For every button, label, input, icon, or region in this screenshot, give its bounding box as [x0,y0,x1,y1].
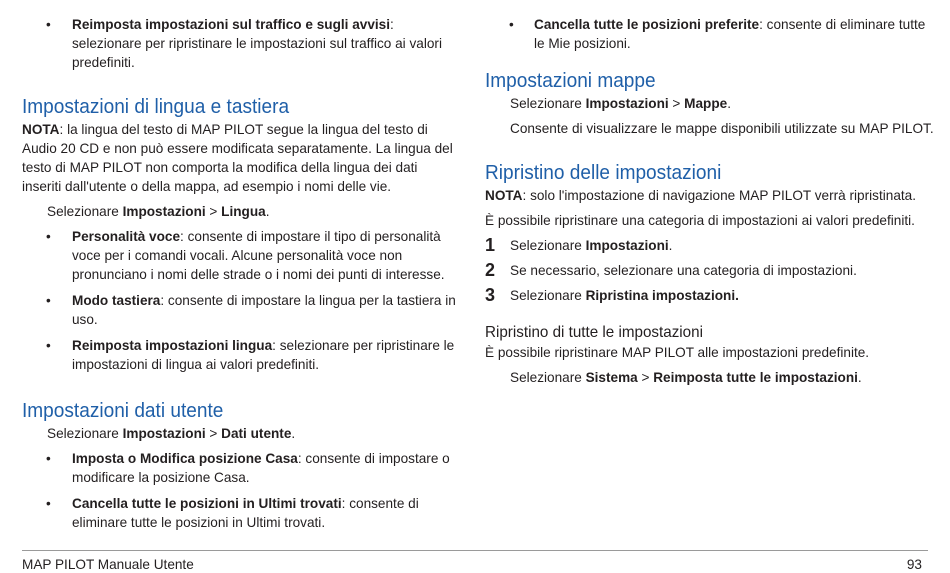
footer-title: MAP PILOT Manuale Utente [22,557,194,572]
step-2: 2 Se necessario, selezionare una categoria di impostazioni. [485,260,857,280]
section-heading-language: Impostazioni di lingua e tastiera [22,95,290,118]
step-3: 3 Selezionare Ripristina impostazioni. [485,285,739,305]
bullet-voice-personality: • Personalità voce: consente di impostare il tipo di personalità voce per i comandi vocali. Alcune personalità voce non pronunciano i nomi delle strade o i nomi dei punti di interesse. [46,229,445,282]
step-1: 1 Selezionare Impostazioni. [485,235,673,255]
section-heading-user-data: Impostazioni dati utente [22,399,224,422]
bullet-reset-language: • Reimposta impostazioni lingua: selezionare per ripristinare le impostazioni di lingua ai valori predefiniti. [46,338,455,372]
bullet-keyboard-mode: • Modo tastiera: consente di impostare la lingua per la tastiera in uso. [46,293,456,327]
note-language: NOTA: la lingua del testo di MAP PILOT segue la lingua del testo di Audio 20 CD e non può essere modificata separatamente. La lingua del testo di MAP PILOT non comporta la modifica della lingua dei dati inseriti dall'utente o della mappa, ad esempio i nomi delle vie. [22,122,453,194]
page-number: 93 [906,557,922,572]
bullet-clear-recent: • Cancella tutte le posizioni in Ultimi trovati: consente di eliminare tutte le posizioni in Ultimi trovati. [46,496,419,530]
right-column [485,0,935,393]
reset-all-description: È possibile ripristinare MAP PILOT alle impostazioni predefinite. [485,345,870,360]
instruction-maps: Selezionare Impostazioni > Mappe. [510,96,731,111]
bullet-clear-favorites: • Cancella tutte le posizioni preferite: consente di eliminare tutte le Mie posizioni. [509,17,926,51]
left-column [22,0,458,539]
maps-description: Consente di visualizzare le mappe disponibili utilizzate su MAP PILOT. [510,121,934,136]
instruction-user-data: Selezionare Impostazioni > Dati utente. [47,426,296,441]
reset-description: È possibile ripristinare una categoria di impostazioni ai valori predefiniti. [485,213,915,228]
instruction-language: Selezionare Impostazioni > Lingua. [47,204,270,219]
bullet-reset-traffic: • Reimposta impostazioni sul traffico e sugli avvisi: selezionare per ripristinare le impostazioni sul traffico ai valori predefiniti. [46,17,442,70]
note-reset: NOTA: solo l'impostazione di navigazione MAP PILOT verrà ripristinata. [485,188,916,203]
section-heading-reset: Ripristino delle impostazioni [485,161,722,184]
bullet-home-position: • Imposta o Modifica posizione Casa: consente di impostare o modificare la posizione Casa. [46,451,450,485]
subheading-reset-all: Ripristino di tutte le impostazioni [485,324,703,341]
section-heading-maps: Impostazioni mappe [485,69,656,92]
footer-divider [22,550,928,551]
instruction-reset-all: Selezionare Sistema > Reimposta tutte le impostazioni. [510,370,862,385]
